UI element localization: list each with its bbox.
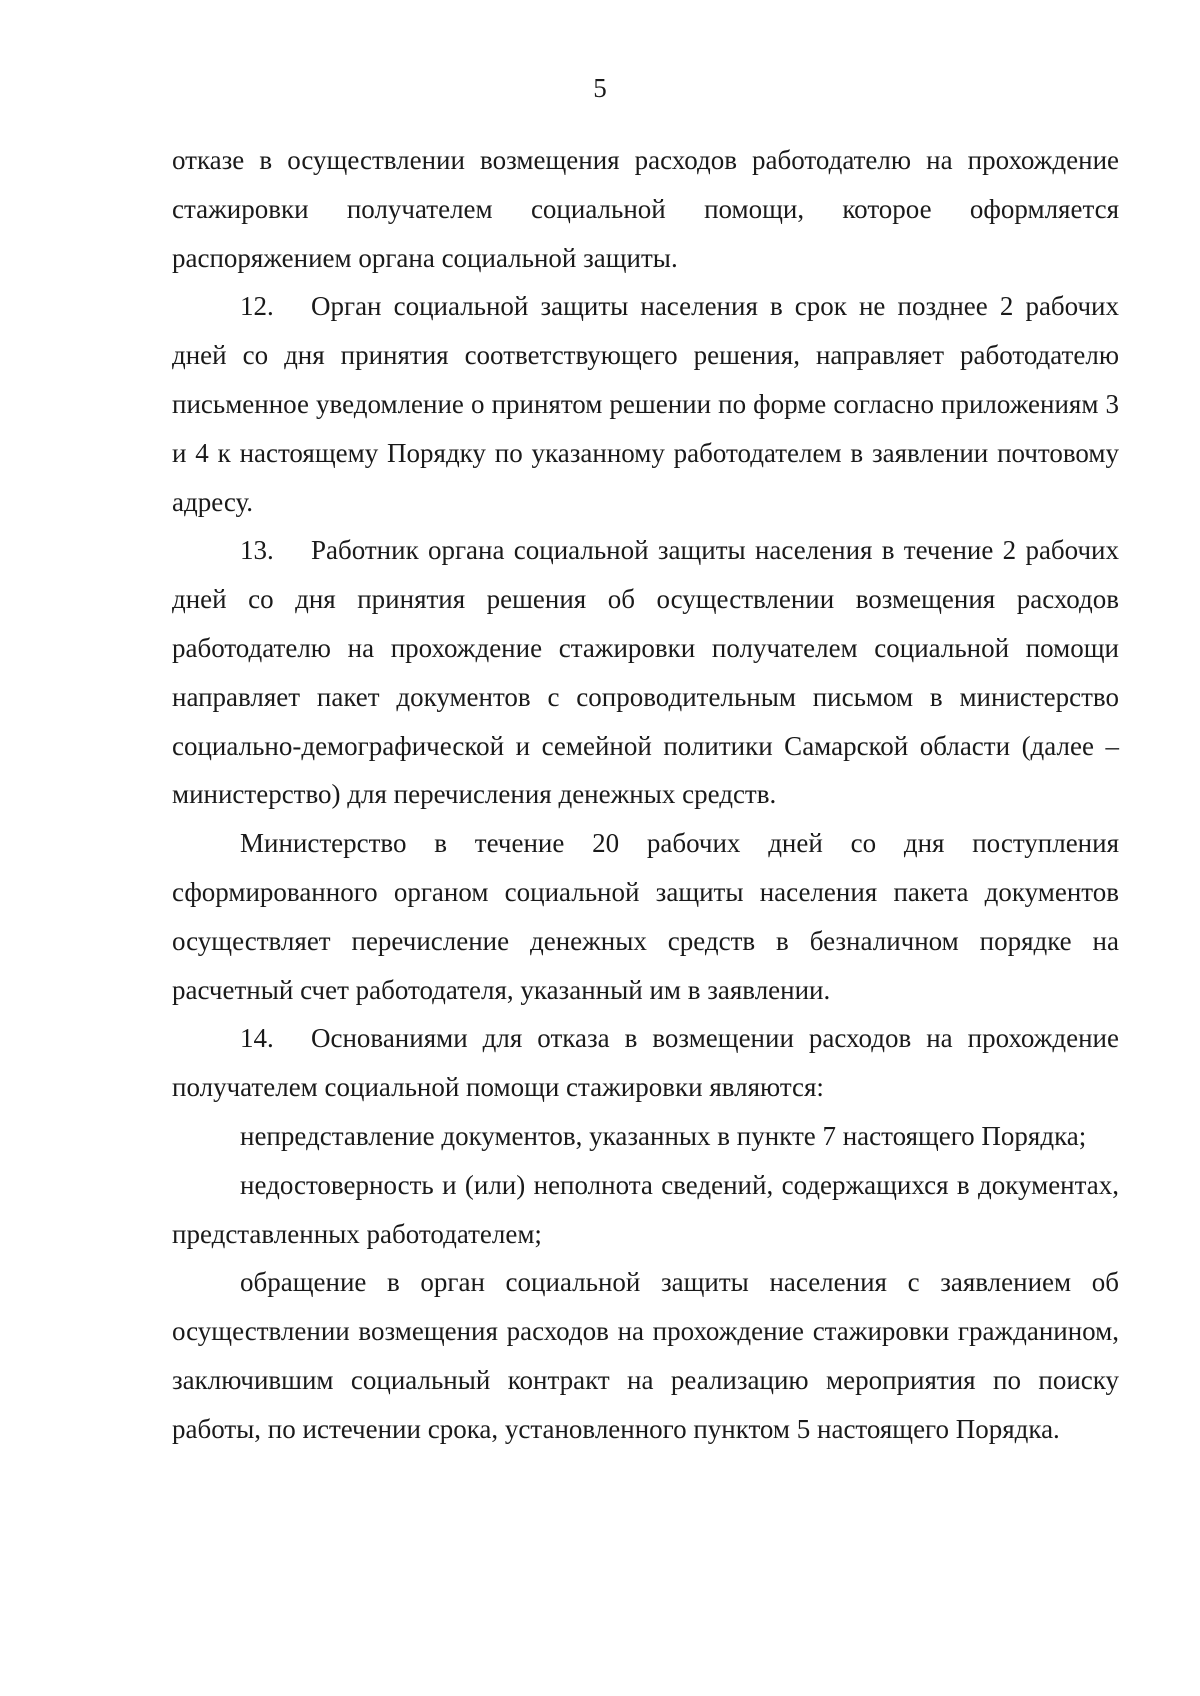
paragraph-number: 12. [240, 291, 274, 322]
paragraph-continuation [172, 136, 1119, 282]
paragraph-text: Министерство в течение 20 рабочих дней со дня поступления сформированного органом социальной защиты населения пакета документов осуществляет перечисление денежных средств в безналичном порядке на расчетный счет работодателя, указанный им в заявлении. [172, 828, 1119, 1005]
paragraph-text: Основаниями для отказа в возмещении расходов на прохождение получателем социальной помощи стажировки являются: [172, 1023, 1119, 1103]
paragraph-text: недостоверность и (или) неполнота сведений, содержащихся в документах, представленных работодателем; [172, 1169, 1119, 1249]
paragraph-text: отказе в осуществлении возмещения расходов работодателю на прохождение стажировки получателем социальной помощи, которое оформляется распоряжением органа социальной защиты. [172, 145, 1119, 273]
paragraph-number: 13. [240, 535, 274, 566]
paragraph-text: Работник органа социальной защиты населения в течение 2 рабочих дней со дня принятия решения об осуществлении возмещения расходов работодателю на прохождение стажировки получателем социальной помощи направляет пакет документов с сопроводительным письмом в министерство социально-демографической и семейной политики Самарской области (далее – министерство) для перечисления денежных средств. [172, 535, 1119, 810]
page-number: 5 [593, 73, 607, 103]
paragraph-text: Орган социальной защиты населения в срок не позднее 2 рабочих дней со дня принятия соответствующего решения, направляет работодателю письменное уведомление о принятом решении по форме согласно приложениям 3 и 4 к настоящему Порядку по указанному работодателем в заявлении почтовому адресу. [172, 291, 1119, 517]
list-item-late-application [172, 1258, 1119, 1453]
paragraph-number: 14. [240, 1023, 274, 1054]
paragraph-12 [172, 282, 1119, 526]
paragraph-13 [172, 526, 1119, 819]
paragraph-ministry [172, 819, 1119, 1014]
paragraph-14 [172, 1014, 1119, 1112]
list-item-nonsubmission [172, 1112, 1119, 1161]
paragraph-text: непредставление документов, указанных в пункте 7 настоящего Порядка; [240, 1120, 1087, 1151]
list-item-inaccuracy [172, 1161, 1119, 1259]
document-body [172, 136, 1119, 1454]
paragraph-text: обращение в орган социальной защиты населения с заявлением об осуществлении возмещения расходов на прохождение стажировки гражданином, заключившим социальный контракт на реализацию мероприятия по поиску работы, по истечении срока, установленного пунктом 5 настоящего Порядка. [172, 1267, 1119, 1444]
